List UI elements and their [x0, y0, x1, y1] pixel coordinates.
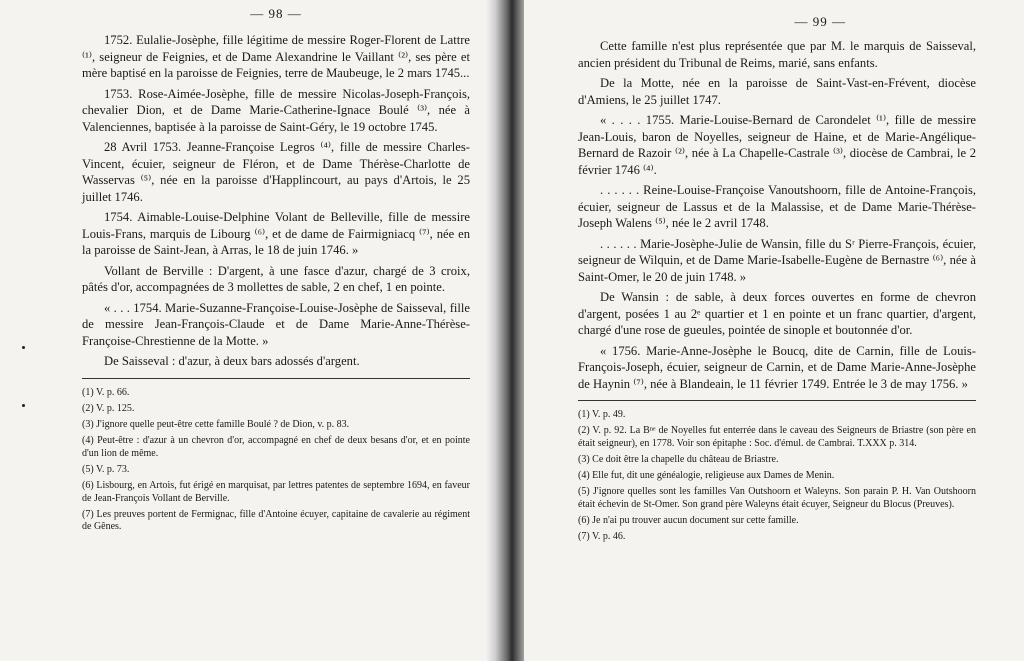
footnote: (3) Ce doit être la chapelle du château de Briastre.: [578, 453, 779, 465]
entry-paragraph: . . . . . . Marie-Josèphe-Julie de Wansin, fille du Sʳ Pierre-François, écuier, seigneur de Wilquin, et de Dame Marie-Isabelle-Eugène de Bernastre ⁽⁶⁾, née à Saint-Omer, le 20 de juin 1748. »: [578, 236, 976, 284]
footnote: (6) Lisbourg, en Artois, fut érigé en marquisat, par lettres patentes de septembre 1694, en faveur de Jean-François Vollant de Berville.: [82, 480, 470, 504]
footnote: (4) Peut-être : d'azur à un chevron d'or, accompagné en chef de deux besans d'or, et en pointe d'un lion de même.: [82, 435, 470, 459]
footnote: (4) Elle fut, dit une généalogie, religieuse aux Dames de Menin.: [578, 470, 835, 482]
footnote: (6) Je n'ai pu trouver aucun document sur cette famille.: [578, 515, 799, 527]
footnote: (7) V. p. 46.: [578, 531, 626, 543]
footnote: (3) J'ignore quelle peut-être cette famille Boulé ? de Dion, v. p. 83.: [82, 419, 350, 431]
footnote: (5) J'ignore quelles sont les familles Van Outshoorn et Waleyns. Son parain P. H. Van Outshoorn était échevin de St-Omer. Son grand père Waleyns était écuyer, Seigneur du Blocus (Preuves).: [578, 486, 976, 510]
entry-paragraph: 1753. Rose-Aimée-Josèphe, fille de messire Nicolas-Joseph-François, chevalier Dion, et de Dame Marie-Catherine-Ignace Boulé ⁽³⁾, née à Valenciennes, baptisée à la paroisse de Saint-Géry, le 19 octobre 1745.: [82, 86, 470, 134]
footnote: (5) V. p. 73.: [82, 463, 130, 475]
entry-paragraph: 28 Avril 1753. Jeanne-Françoise Legros ⁽⁴⁾, fille de messire Charles-Vincent, écuier, seigneur de Fléron, et de Dame Thérèse-Charlotte de Wasservas ⁽⁵⁾, née en la paroisse d'Happlincourt, au pays d'Artois, le 25 juillet 1746.: [82, 140, 470, 204]
ink-speck: [22, 346, 25, 349]
footnote: (2) V. p. 125.: [82, 402, 135, 414]
entry-paragraph: « . . . 1754. Marie-Suzanne-Françoise-Louise-Josèphe de Saisseval, fille de messire Jean-François-Claude et de Dame Marie-Anne-Thérèse-Françoise-Chrestienne de la Motte. »: [82, 300, 470, 348]
entry-paragraph: « 1756. Marie-Anne-Josèphe le Boucq, dite de Carnin, fille de Louis-François-Joseph, écuier, seigneur de Carnin, et de Dame Marie-Anne-Josèphe de Haynin ⁽⁷⁾, née à Blandeain, le 11 février 1749. Entrée le 3 de may 1756. »: [578, 343, 976, 391]
footnote: (1) V. p. 66.: [82, 386, 130, 398]
footnote-rule: [82, 378, 470, 379]
page-number: — 98 —: [250, 6, 302, 21]
right-page: [524, 0, 1024, 661]
arms-paragraph: De Saisseval : d'azur, à deux bars adossés d'argent.: [104, 354, 360, 368]
entry-paragraph: De la Motte, née en la paroisse de Saint-Vast-en-Frévent, diocèse d'Amiens, le 25 juillet 1747.: [578, 76, 976, 107]
entry-paragraph: « . . . . 1755. Marie-Louise-Bernard de Carondelet ⁽¹⁾, fille de messire Jean-Louis, baron de Noyelles, seigneur de Haine, et de Marie-Angélique-Bernard de Razoir ⁽²⁾, née à La Chapelle-Castrale ⁽³⁾, diocèse de Cambrai, le 2 février 1746 ⁽⁴⁾.: [578, 113, 976, 177]
entry-paragraph: . . . . . . Reine-Louise-Françoise Vanoutshoorn, fille de Antoine-François, écuier, seigneur de Lassus et de la Malassise, et de Dame Marie-Thérèse-Joseph Walens ⁽⁵⁾, née le 2 avril 1748.: [578, 183, 976, 230]
arms-paragraph: De Wansin : de sable, à deux forces ouvertes en forme de chevron d'argent, posées 1 au 2ᵉ quartier et 1 en pointe et un franc quartier, d'argent, chargé d'une rose de gueules, pointée de sinople et boutonnée d'or.: [578, 290, 976, 337]
entry-paragraph: 1752. Eulalie-Josèphe, fille légitime de messire Roger-Florent de Lattre ⁽¹⁾, seigneur de Feignies, et de Dame Alexandrine le Vaillant ⁽²⁾, ses père et mère baptisé en la paroisse de Feignies, terre de Maubeuge, le 2 mars 1745...: [82, 33, 470, 80]
page-number: — 99 —: [794, 14, 846, 29]
footnote: (1) V. p. 49.: [578, 409, 626, 420]
ink-speck: [22, 404, 25, 407]
left-page: [0, 0, 500, 661]
footnote: (7) Les preuves portent de Fermignac, fille d'Antoine écuyer, capitaine de cavalerie au régiment de Gênes.: [82, 508, 470, 533]
arms-paragraph: Vollant de Berville : D'argent, à une fasce d'azur, chargé de 3 croix, pâtés d'or, accompagnées de 3 mollettes de sable, 2 en chef, 1 en pointe.: [82, 263, 470, 294]
footnote: (2) V. p. 92. La Bⁿᵉ de Noyelles fut enterrée dans le caveau des Seigneurs de Briastre (son père en était seigneur), en 1778. Voir son épitaphe : Soc. d'émul. de Cambrai. T.XXX p. 314.: [578, 425, 976, 449]
entry-paragraph: Cette famille n'est plus représentée que par M. le marquis de Saisseval, ancien président du Tribunal de Reims, marié, sans enfants.: [578, 39, 976, 70]
footnote-rule: [578, 400, 976, 401]
entry-paragraph: 1754. Aimable-Louise-Delphine Volant de Belleville, fille de messire Louis-Frans, marquis de Libourg ⁽⁶⁾, et de dame de Fairmigniacq ⁽⁷⁾, née en la paroisse de Saint-Jean, à Arras, le 18 de juin 1746. »: [82, 210, 470, 257]
